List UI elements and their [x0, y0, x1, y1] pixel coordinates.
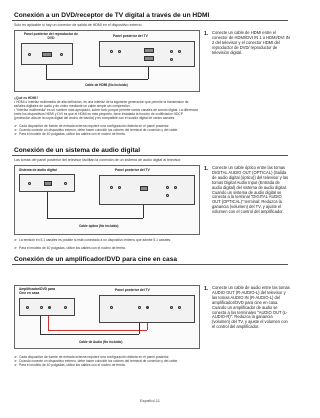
audio-in-r-port: [48, 306, 51, 309]
audio-in-l-port: [40, 306, 43, 309]
port-icon: [110, 50, 113, 53]
port-icon: [118, 186, 121, 189]
section-subtitle: Las tomas del panel posterior del televisor facilitan la conexión de un sistema de audio digital al televisor.: [14, 158, 182, 162]
bullet-item: ➢ Cada dispositivo de fuente de entrada externa requiere una configuración distinta en el panel posterior.: [14, 124, 170, 128]
section-rule: [12, 20, 288, 21]
section-rule: [12, 155, 288, 156]
tv-panel-label: Panel posterior del TV: [115, 168, 150, 172]
bullet-item: ➢ Cuando conecte un dispositivo externo, debe hacer coincidir los colores del terminal de conexión y del cable.: [14, 359, 179, 363]
bullet-text: Para el modelo de 40 pulgadas, utilice los cables con el núcleo de ferrita.: [19, 246, 126, 250]
amplifier-label: Amplificador/DVD para Cine en casa: [19, 287, 55, 295]
hdmi-cable: [46, 79, 148, 80]
bullet-item: ➢ Para el modelo de 40 pulgadas, utilice los cables con el núcleo de ferrita.: [14, 363, 126, 367]
port-icon: [110, 186, 113, 189]
port-icon: [170, 58, 173, 61]
optical-cable: [47, 218, 143, 219]
section-title-digital-audio: Conexión de un sistema de audio digital: [14, 147, 141, 154]
tv-rear-panel: [99, 175, 195, 205]
optical-cable: [47, 192, 48, 218]
port-icon: [166, 186, 169, 189]
tv-rear-panel: [99, 41, 195, 67]
audio-cable: [147, 323, 148, 330]
tv-panel-label: Panel posterior del TV: [115, 288, 150, 292]
optical-out-jack: [140, 186, 148, 191]
amplifier-panel: [19, 298, 75, 316]
digital-audio-diagram: [14, 165, 200, 235]
section-title-home-theater: Conexión de un amplificador/DVD para cine en casa: [14, 256, 178, 263]
bullet-text: Cuando conecte un dispositivo externo, debe hacer coincidir los colores del terminal de conexión y del cable.: [19, 128, 179, 132]
hdmi-cable-label: Cable de HDMI (No incluido): [85, 83, 128, 87]
tv-panel-label: Panel posterior del TV: [113, 34, 148, 38]
step-number: 1.: [204, 166, 209, 172]
port-icon: [170, 306, 173, 309]
audio-cable: [139, 323, 140, 334]
port-icon: [166, 194, 169, 197]
optical-in-jack: [44, 181, 52, 186]
note-hdmi-2: • “Interfaz multimedia” es un nombre más apropiado, sobre todo porque permite varios canales de sonido digital. La diferencia entre los dispositivos HDMI y DVI es que el HDMI es más pequeño, tiene instalada la función de codificación HDCP (protección alta de la copia digital del ancho de banda) y es compatible con el sonido digital de varios canales.: [14, 108, 198, 120]
audio-out-l-port: [138, 306, 141, 309]
section-rule: [12, 264, 288, 265]
bullet-text: Para el modelo de 40 pulgadas, utilice los cables con el núcleo de ferrita.: [19, 363, 126, 367]
dvd-panel-label: Panel posterior del reproductor de DVD: [23, 32, 79, 40]
audio-cable: [48, 316, 49, 330]
tv-rear-panel: [99, 295, 195, 323]
port-icon: [26, 306, 29, 309]
hdmi-in-2-jack: [144, 56, 154, 61]
port-icon: [28, 182, 31, 185]
audio-cable: [40, 316, 41, 334]
port-icon: [174, 186, 177, 189]
hdmi-in-1-jack: [144, 48, 154, 53]
bullet-item: ➢ Para el modelo de 40 pulgadas, utilice los cables con el núcleo de ferrita.: [14, 246, 126, 250]
dvd-rear-panel: [21, 43, 73, 65]
hdmi-cable: [148, 67, 149, 79]
port-icon: [170, 50, 173, 53]
audio-cable: [48, 330, 147, 331]
audio-system-label: Sistema de audio digital: [19, 168, 57, 172]
audio-out-r-port: [146, 306, 149, 309]
port-icon: [110, 306, 113, 309]
page-footer: Español-11: [140, 398, 160, 403]
bullet-text: Cuando conecte un dispositivo externo, debe hacer coincidir los colores del terminal de conexión y del cable.: [19, 359, 179, 363]
home-theater-diagram: [14, 285, 200, 349]
step-number: 1.: [204, 31, 209, 37]
optical-cable-label: Cable óptico (No incluido): [79, 224, 119, 228]
step-number: 1.: [204, 286, 209, 292]
notes-heading: ¿Qué es HDMI?: [14, 96, 39, 100]
bullet-text: Para el modelo de 40 pulgadas, utilice los cables con el núcleo de ferrita.: [19, 132, 126, 136]
bullet-text: Cada dispositivo de fuente de entrada externa requiere una configuración distinta en el panel posterior.: [19, 124, 170, 128]
bullet-text: Cada dispositivo de fuente de entrada externa requiere una configuración distinta en el panel posterior.: [19, 355, 170, 359]
port-icon: [64, 182, 67, 185]
port-icon: [178, 50, 181, 53]
port-icon: [64, 306, 67, 309]
port-icon: [178, 306, 181, 309]
bullet-item: ➢ Cada dispositivo de fuente de entrada externa requiere una configuración distinta en el panel posterior.: [14, 355, 170, 359]
audio-cable: [40, 334, 139, 335]
section-subtitle: Solo es aplicable si hay un conector de salida de HDMI en el dispositivo externo.: [14, 23, 143, 27]
port-icon: [118, 50, 121, 53]
bullet-item: ➢ Para el modelo de 40 pulgadas, utilice los cables con el núcleo de ferrita.: [14, 132, 126, 136]
step-text-hdmi: Conecte un cable de HDMI entre el conector de HDMI/DVI IN 1 o HDMI/DVI IN 2 del televisor y el conector HDMI del reproductor de DVD/ reproductor de televisión digital.: [212, 30, 290, 55]
step-text-digital-audio: Conecte un cable óptico entre las tomas DIGITAL AUDIO OUT (OPTICAL) (Salida de audio digital (óptico)) del televisor y las tomas Digital Audio Input (Entrada de audio digital) del sistema de audio digital. Cuando un sistema de audio digital se conecta a la terminal "DIGITAL AUDIO OUT (OPTICAL)" terminal: Reduzca la ganancia (volumen) del TV, y ajuste el volumen con el control del amplificador.: [212, 165, 289, 215]
port-icon: [28, 53, 31, 56]
hdmi-out-jack: [42, 52, 52, 57]
hdmi-connection-diagram: [14, 30, 200, 92]
bullet-item: ➢ Cuando conecte un dispositivo externo, debe hacer coincidir los colores del terminal de conexión y del cable.: [14, 128, 179, 132]
audio-cable-label: Cable de Audio (No incluido): [79, 340, 123, 344]
section-title-hdmi: Conexión a un DVD/receptor de TV digital a través de un HDMI: [14, 12, 210, 19]
hdmi-cable: [46, 65, 47, 79]
step-text-home-theater: Conecte un cable de audio entre las tomas AUDIO OUT (R-AUDIO-L) del televisor y las tomas AUDIO IN (R-AUDIO-L) del amplificador/DVD para cine en casa. Cuando un amplificador de audio se conecta a los terminales "AUDIO OUT (L-AUDIO-R)": Reduzca la ganancia (volumen) del TV, y ajuste el volumen con el control del amplificador.: [212, 285, 290, 330]
port-icon: [60, 53, 63, 56]
bullet-text: La emisión en 5.1 canales es posible si está conectado a un dispositivo externo que admite 5.1 canales.: [19, 238, 172, 242]
audio-system-panel: [19, 174, 75, 192]
optical-cable: [143, 205, 144, 218]
bullet-item: ➢ La emisión en 5.1 canales es posible si está conectado a un dispositivo externo que admite 5.1 canales.: [14, 238, 172, 242]
note-hdmi-1: • HDMI o interfaz multimedia de alta definición, es una interfaz de la siguiente generación que permite la transmisión de señales digitales de audio y de vídeo mediante un cable simple sin compresión.: [14, 100, 189, 108]
